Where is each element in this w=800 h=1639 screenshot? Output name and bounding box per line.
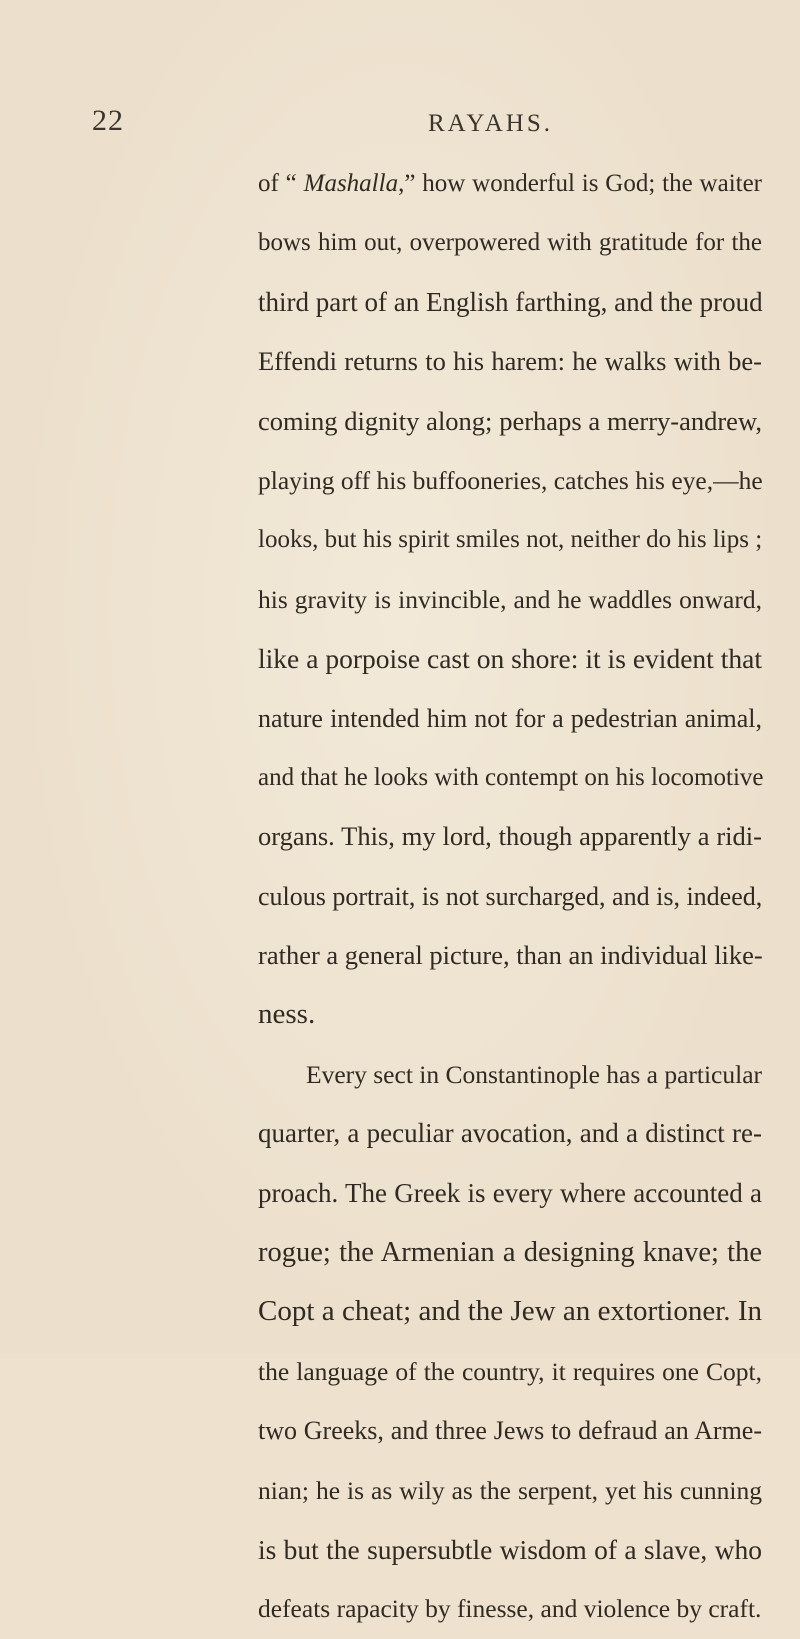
text-line-13: culous portrait, is not surcharged, and is, indeed, [258, 881, 763, 911]
text-line-23: nian; he is as wily as the serpent, yet his cunning [258, 1475, 762, 1505]
page-number: 22 [92, 104, 124, 137]
text-line-22: two Greeks, and three Jews to defraud an Arme- [258, 1416, 762, 1446]
text-line-14: rather a general picture, than an individual like- [258, 940, 763, 971]
text-line-6: playing off his buffooneries, catches his eye,—he [258, 465, 763, 495]
text-line-11: and that he looks with contempt on his locomotive [258, 763, 764, 791]
text-line-7: looks, but his spirit smiles not, neither do his lips ; [258, 526, 763, 554]
body-text [258, 154, 762, 1639]
text-line-2: bows him out, overpowered with gratitude for the [258, 229, 762, 257]
text-line-17: quarter, a peculiar avocation, and a distinct re- [258, 1118, 762, 1149]
text-line-20: Copt a cheat; and the Jew an extortioner. In [258, 1295, 762, 1328]
text-line-12: organs. This, my lord, though apparently a ridi- [258, 821, 762, 852]
running-title: RAYAHS. [428, 110, 553, 137]
text-line-19: rogue; the Armenian a designing knave; the [258, 1237, 762, 1269]
text-line-3: third part of an English farthing, and the proud [258, 286, 763, 317]
italic-word: Mashalla [303, 170, 399, 197]
text-line-1: of “ Mashalla,” how wonderful is God; the waiter [258, 170, 763, 197]
text-line-15: ness. [258, 998, 316, 1031]
running-head [0, 104, 800, 144]
text-line-16: Every sect in Constantinople has a particular [306, 1059, 763, 1089]
text-line-10: nature intended him not for a pedestrian animal, [258, 703, 762, 733]
text-line-25: defeats rapacity by finesse, and violence by craft. [258, 1594, 762, 1624]
text-line-8: his gravity is invincible, and he waddles onward, [258, 584, 762, 614]
text-line-18: proach. The Greek is every where accounted a [258, 1177, 762, 1208]
text-line-9: like a porpoise cast on shore: it is evident that [258, 643, 762, 675]
text-line-5: coming dignity along; perhaps a merry-andrew, [258, 405, 762, 436]
text-line-24: is but the supersubtle wisdom of a slave, who [258, 1533, 762, 1565]
text-line-21: the language of the country, it requires one Copt, [258, 1356, 762, 1386]
text-line-4: Effendi returns to his harem: he walks with be- [258, 346, 762, 377]
